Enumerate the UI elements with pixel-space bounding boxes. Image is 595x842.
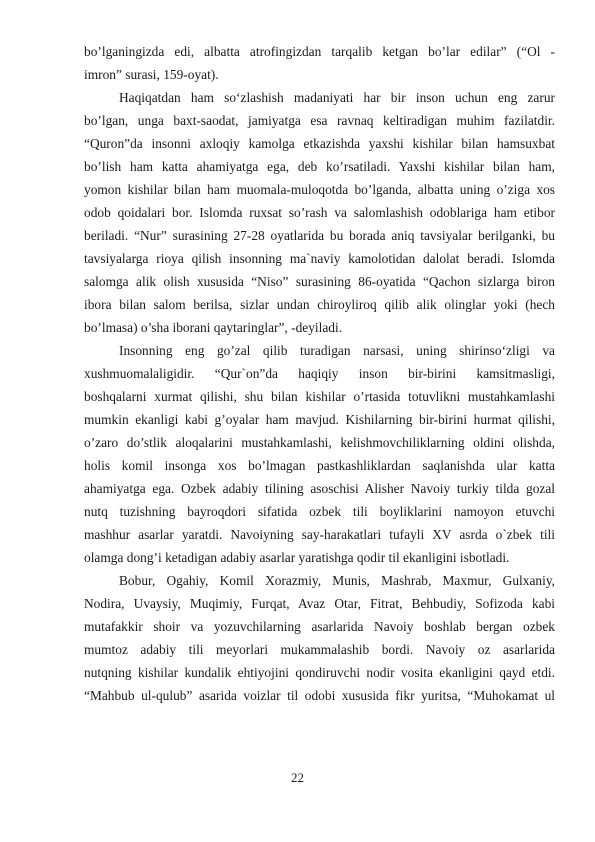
- text-line: mashhur asarlar yaratdi. Navoiyning say-harakatlari tufayli XV asrda o`zbek tili: [84, 527, 555, 542]
- text-line: ahamiyatga ega. Ozbek adabiy tilining asoschisi Alisher Navoiy turkiy tilda gozal: [84, 481, 555, 496]
- text-line: salomga alik olish xususida “Niso” surasining 86-oyatida “Qachon sizlarga biron: [84, 274, 555, 289]
- text-line: odob qoidalari bor. Islomda ruxsat so’rash va salomlashish odoblariga ham etibor: [84, 205, 555, 220]
- text-line: beriladi. “Nur” surasining 27-28 oyatlarida bu borada aniq tavsiyalar berilganki, bu: [84, 228, 555, 243]
- text-line: mumkin ekanligi kabi g’oyalar ham mavjud. Kishilarning bir-birini hurmat qilishi,: [84, 412, 555, 427]
- text-line: imron” surasi, 159-oyat).: [84, 67, 219, 82]
- text-line: bo’lmasa) o’sha iborani qaytaringlar”, -deyiladi.: [84, 320, 343, 335]
- text-line: tavsiyalarga rioya qilish insonning ma`naviy kamolotidan dalolat beradi. Islomda: [84, 251, 555, 266]
- text-line: Haqiqatdan ham so‘zlashish madaniyati har bir inson uchun eng zarur: [119, 90, 555, 105]
- page-number: 22: [291, 770, 304, 785]
- text-line: olamga dong’i ketadigan adabiy asarlar yaratishga qodir til ekanligini isbotladi.: [84, 550, 510, 565]
- text-line: nutq tuzishning bayroqdori sifatida ozbek tili boyliklarini namoyon etuvchi: [84, 504, 555, 519]
- text-line: Nodira, Uvaysiy, Muqimiy, Furqat, Avaz Otar, Fitrat, Behbudiy, Sofizoda kabi: [84, 596, 555, 611]
- text-line: mutafakkir shoir va yozuvchilarning asarlarida Navoiy boshlab bergan ozbek: [84, 619, 555, 634]
- text-line: bo’lganingizda edi, albatta atrofingizdan tarqalib ketgan bo’lar edilar” (“Ol -: [84, 44, 555, 59]
- text-line: “Quron”da insonni axloqiy kamolga etkazishda yaxshi kishilar bilan hamsuxbat: [84, 136, 555, 151]
- text-line: “Mahbub ul-qulub” asarida voizlar til odobi xususida fikr yuritsa, “Muhokamat ul: [84, 688, 555, 703]
- text-line: yomon kishilar bilan ham muomala-muloqotda bo’lganda, albatta uning o’ziga xos: [84, 182, 555, 197]
- text-line: boshqalarni xurmat qilishi, shu bilan kishilar o’rtasida totuvlikni mustahkamlashi: [84, 389, 555, 404]
- text-line: xushmuomalaligidir. “Qur`on”da haqiqiy inson bir-birini kamsitmasligi,: [84, 366, 555, 381]
- text-line: ibora bilan salom berilsa, sizlar undan chiroyliroq qilib alik olinglar yoki (hech: [84, 297, 555, 312]
- document-body: [84, 40, 555, 707]
- text-line: bo’lish ham katta ahamiyatga ega, deb ko’rsatiladi. Yaxshi kishilar bilan ham,: [84, 159, 555, 174]
- text-line: bo’lgan, unga baxt-saodat, jamiyatga esa ravnaq keltiradigan muhim fazilatdir.: [84, 113, 555, 128]
- text-line: Bobur, Ogahiy, Komil Xorazmiy, Munis, Mashrab, Maxmur, Gulxaniy,: [119, 573, 555, 588]
- text-line: nutqning kishilar kundalik ehtiyojini qondiruvchi nodir vosita ekanligini qayd etdi.: [84, 665, 555, 680]
- text-line: Insonning eng go’zal qilib turadigan narsasi, uning shirinso‘zligi va: [119, 343, 555, 358]
- text-line: mumtoz adabiy tili meyorlari mukammalashib bordi. Navoiy oz asarlarida: [84, 642, 555, 657]
- text-line: o’zaro do’stlik aloqalarini mustahkamlashi, kelishmovchiliklarning oldini olishda,: [84, 435, 555, 450]
- text-line: holis komil insonga xos bo’lmagan pastkashliklardan saqlanishda ular katta: [84, 458, 555, 473]
